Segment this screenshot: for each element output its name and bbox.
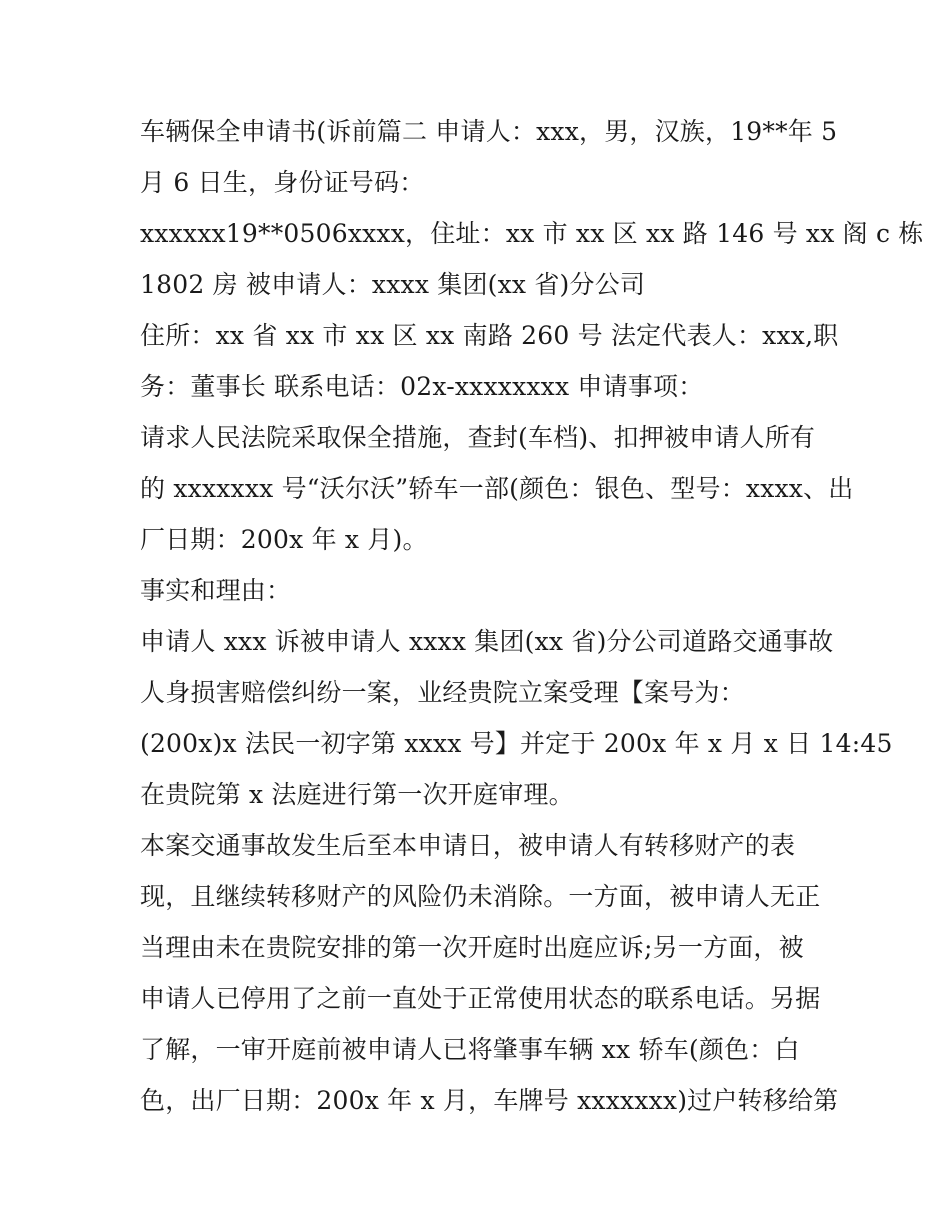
text-line: 申请人 xxx 诉被申请人 xxxx 集团(xx 省)分公司道路交通事故: [140, 627, 834, 656]
text-line: 1802 房 被申请人：xxxx 集团(xx 省)分公司: [140, 270, 646, 299]
text-line: (200x)x 法民一初字第 xxxx 号】并定于 200x 年 x 月 x 日 14:45: [140, 729, 893, 758]
section-heading: 事实和理由：: [140, 576, 292, 605]
text-line: xxxxxx19**0506xxxx，住址：xx 市 xx 区 xx 路 146 号 xx 阁 c 栋: [140, 219, 924, 248]
text-line: 现，且继续转移财产的风险仍未消除。一方面，被申请人无正: [140, 882, 821, 911]
text-line: 月 6 日生，身份证号码：: [140, 168, 425, 197]
text-line: 人身损害赔偿纠纷一案，业经贵院立案受理【案号为：: [140, 678, 745, 707]
text-line: 色，出厂日期：200x 年 x 月，车牌号 xxxxxxx)过户转移给第: [140, 1086, 839, 1115]
text-line: 当理由未在贵院安排的第一次开庭时出庭应诉;另一方面，被: [140, 933, 804, 962]
text-line: 厂日期：200x 年 x 月)。: [140, 525, 428, 554]
text-line: 了解，一审开庭前被申请人已将肇事车辆 xx 轿车(颜色：白: [140, 1035, 800, 1064]
text-line: 的 xxxxxxx 号“沃尔沃”轿车一部(颜色：银色、型号：xxxx、出: [140, 474, 854, 503]
text-line: 本案交通事故发生后至本申请日，被申请人有转移财产的表: [140, 831, 796, 860]
text-line: 住所：xx 省 xx 市 xx 区 xx 南路 260 号 法定代表人：xxx,职: [140, 321, 839, 350]
text-line: 务：董事长 联系电话：02x-xxxxxxxx 申请事项：: [140, 372, 704, 401]
text-line: 车辆保全申请书(诉前篇二 申请人：xxx，男，汉族，19**年 5: [140, 117, 838, 146]
text-line: 请求人民法院采取保全措施，查封(车档)、扣押被申请人所有: [140, 423, 816, 452]
text-line: 申请人已停用了之前一直处于正常使用状态的联系电话。另据: [140, 984, 821, 1013]
document-body: [140, 106, 924, 1126]
text-line: 在贵院第 x 法庭进行第一次开庭审理。: [140, 780, 574, 809]
